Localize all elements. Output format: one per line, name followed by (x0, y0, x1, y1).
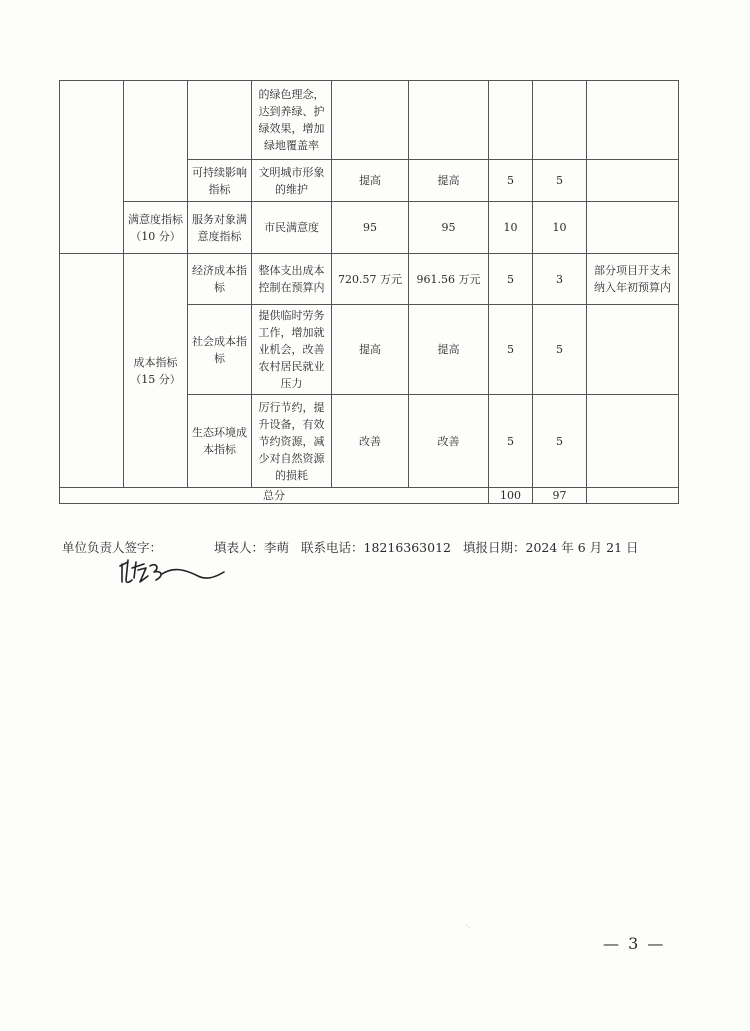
scan-artifact: ·. (466, 922, 471, 930)
table-row (60, 202, 679, 254)
indicator-cell: 文明城市形象的维护 (252, 160, 332, 202)
weight-cell: 5 (489, 254, 533, 305)
actual-cell: 提高 (409, 160, 489, 202)
report-date: 填报日期：2024 年 6 月 21 日 (463, 540, 639, 555)
score-cell: 5 (533, 160, 587, 202)
signer-label: 单位负责人签字： (62, 540, 163, 555)
score-cell: 5 (533, 395, 587, 488)
weight-cell: 5 (489, 395, 533, 488)
indicator-cell: 提供临时劳务工作，增加就业机会，改善农村居民就业压力 (252, 305, 332, 395)
category-cell (60, 81, 124, 254)
score-cell (533, 81, 587, 160)
total-row (60, 488, 679, 504)
secondary-cell (188, 81, 252, 160)
page-number: — 3 — (603, 934, 666, 953)
secondary-cell: 社会成本指标 (188, 305, 252, 395)
target-cell: 95 (332, 202, 409, 254)
secondary-cell: 服务对象满意度指标 (188, 202, 252, 254)
secondary-cell: 可持续影响指标 (188, 160, 252, 202)
target-cell: 提高 (332, 160, 409, 202)
target-cell: 720.57 万元 (332, 254, 409, 305)
actual-cell: 95 (409, 202, 489, 254)
note-cell (587, 395, 679, 488)
indicator-cell: 的绿色理念，达到养绿、护绿效果，增加绿地覆盖率 (252, 81, 332, 160)
weight-cell (489, 81, 533, 160)
score-cell: 5 (533, 305, 587, 395)
primary-cell: 成本指标（15 分） (124, 254, 188, 488)
actual-cell (409, 81, 489, 160)
performance-table (59, 80, 679, 504)
score-cell: 3 (533, 254, 587, 305)
target-cell: 提高 (332, 305, 409, 395)
score-cell: 10 (533, 202, 587, 254)
weight-cell: 10 (489, 202, 533, 254)
note-cell (587, 305, 679, 395)
table-row (60, 254, 679, 305)
note-cell: 部分项目开支未纳入年初预算内 (587, 254, 679, 305)
actual-cell: 提高 (409, 305, 489, 395)
target-cell (332, 81, 409, 160)
indicator-cell: 厉行节约，提升设备，有效节约资源，减少对自然资源的损耗 (252, 395, 332, 488)
primary-cell (124, 81, 188, 202)
indicator-cell: 整体支出成本控制在预算内 (252, 254, 332, 305)
table-row (60, 81, 679, 160)
actual-cell: 改善 (409, 395, 489, 488)
weight-cell: 5 (489, 305, 533, 395)
handwritten-signature (118, 552, 228, 592)
secondary-cell: 生态环境成本指标 (188, 395, 252, 488)
primary-cell: 满意度指标（10 分） (124, 202, 188, 254)
category-cell (60, 254, 124, 488)
weight-cell: 5 (489, 160, 533, 202)
indicator-cell: 市民满意度 (252, 202, 332, 254)
secondary-cell: 经济成本指标 (188, 254, 252, 305)
contact-phone: 联系电话：18216363012 (301, 540, 451, 555)
total-label: 总分 (60, 488, 489, 504)
note-cell (587, 81, 679, 160)
filler-name: 填表人：李萌 (214, 540, 290, 555)
note-cell (587, 160, 679, 202)
note-cell (587, 202, 679, 254)
total-note (587, 488, 679, 504)
target-cell: 改善 (332, 395, 409, 488)
total-score: 97 (533, 488, 587, 504)
total-weight: 100 (489, 488, 533, 504)
actual-cell: 961.56 万元 (409, 254, 489, 305)
